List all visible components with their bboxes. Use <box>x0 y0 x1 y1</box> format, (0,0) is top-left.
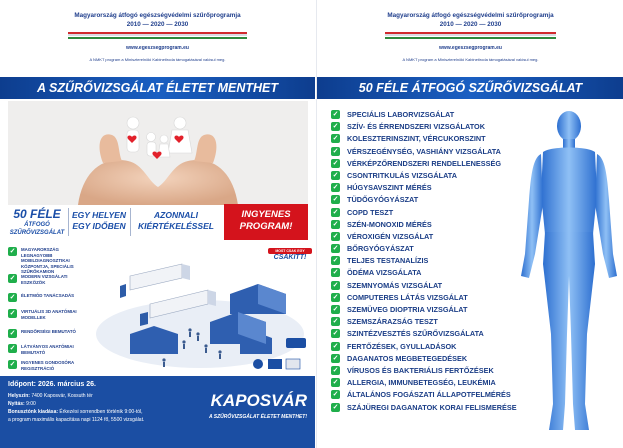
check-icon: ✓ <box>332 159 339 167</box>
check-icon: ✓ <box>332 208 339 216</box>
check-icon: ✓ <box>332 379 339 387</box>
program-website-link[interactable]: www.egeszsegprogram.eu <box>439 45 502 51</box>
check-icon: ✓ <box>332 354 339 362</box>
exam-list-item <box>331 353 531 365</box>
exam-name: VÉROXIGÉN VIZSGÁLAT <box>347 231 434 241</box>
check-icon: ✓ <box>332 171 339 179</box>
program-website-link[interactable]: www.egeszsegprogram.eu <box>126 45 189 51</box>
exam-name: BŐRGYÓGYÁSZAT <box>347 244 414 254</box>
check-icon: ✓ <box>9 248 16 255</box>
divider <box>130 208 131 236</box>
hero-image-hands-family <box>8 101 308 205</box>
check-icon: ✓ <box>9 294 16 301</box>
exam-list-item <box>331 304 531 316</box>
check-icon: ✓ <box>332 391 339 399</box>
check-icon: ✓ <box>332 306 339 313</box>
check-icon: ✓ <box>332 111 339 118</box>
place-value: 7400 Kaposvár, Kossuth tér <box>31 393 93 399</box>
place-label: Helyszín: <box>8 393 30 399</box>
feature-text: VIRTUÁLIS 3D ANATÓMIAI MODELLEK <box>21 309 77 320</box>
exam-name: SZÍV- ÉS ÉRRENDSZERI VIZSGÁLATOK <box>347 122 485 132</box>
program-years: 2010 — 2020 — 2030 <box>126 21 189 28</box>
check-icon: ✓ <box>332 318 339 326</box>
info-box-50-exams <box>8 204 66 240</box>
slogan-banner: A SZŰRŐVIZSGÁLAT ÉLETET MENTHET <box>0 77 315 99</box>
exam-name: DAGANATOS MEGBETEGEDÉSEK <box>347 353 468 363</box>
program-title: Magyarország átfogó egészségvédelmi szűrőprogramja <box>387 12 554 19</box>
screening-center-illustration <box>90 242 310 374</box>
exam-name: TÜDŐGYÓGYÁSZAT <box>347 195 419 205</box>
open-label: Nyitás: <box>8 401 25 407</box>
check-icon: ✓ <box>332 220 339 228</box>
exam-name: KOLESZTERINSZINT, VÉRCUKORSZINT <box>347 134 486 144</box>
check-icon: ✓ <box>332 403 339 411</box>
exam-list <box>331 109 531 414</box>
sponsor-note: A NMKT program a Miniszterelnöki Kabinetiroda támogatásával valósul meg. <box>89 57 226 62</box>
exam-list-item <box>331 121 531 133</box>
exam-list-item <box>331 365 531 377</box>
exam-list-item <box>331 280 531 292</box>
check-icon: ✓ <box>332 342 339 350</box>
exam-list-item <box>331 267 531 279</box>
exam-list-item <box>331 133 531 145</box>
free-program-line1: INGYENES <box>241 209 291 220</box>
feature-text: LÁTVÁNYOS ANATÓMIAI BEMUTATÓ <box>21 344 74 355</box>
exam-list-item <box>331 231 531 243</box>
exams-banner: 50 FÉLE ÁTFOGÓ SZŰRŐVIZSGÁLAT <box>317 77 623 99</box>
reg-label: Bonusztónk kiadása: <box>8 409 59 415</box>
event-date <box>8 381 96 388</box>
truck-tent-illustration <box>90 242 310 374</box>
check-icon: ✓ <box>332 366 339 374</box>
exam-name: VÉRSZEGÉNYSÉG, VASHIÁNY VIZSGÁLATA <box>347 146 501 156</box>
exam-name: COPD TESZT <box>347 207 394 217</box>
exam-list-item <box>331 243 531 255</box>
check-icon: ✓ <box>332 232 339 240</box>
page-header <box>317 0 623 76</box>
check-icon: ✓ <box>332 123 339 131</box>
check-icon: ✓ <box>332 281 339 289</box>
check-icon: ✓ <box>332 135 339 143</box>
exam-list-item <box>331 170 531 182</box>
exam-list-item <box>331 158 531 170</box>
exam-name: SZÉN-MONOXID MÉRÉS <box>347 219 432 229</box>
caption-line2: CSAKITT! <box>273 254 307 261</box>
check-icon: ✓ <box>332 184 339 192</box>
exam-list-item <box>331 109 531 121</box>
info-box-instant-results <box>132 204 220 240</box>
check-icon: ✓ <box>332 330 339 338</box>
info-strip <box>8 204 308 240</box>
check-icon: ✓ <box>9 361 16 368</box>
event-opening <box>8 401 36 407</box>
exam-name: ÖDÉMA VIZSGÁLATA <box>347 268 422 278</box>
exam-name: SZEMNYOMÁS VIZSGÁLAT <box>347 280 443 290</box>
feature-text: ÉLETMÓD TANÁCSADÁS <box>21 293 75 298</box>
exam-list-item <box>331 341 531 353</box>
caption-line1: MOST CSAK EGY <box>268 248 312 254</box>
exam-name: FERTŐZÉSEK, GYULLADÁSOK <box>347 341 457 351</box>
sponsor-note: A NMKT program a Miniszterelnöki Kabinetiroda támogatásával valósul meg. <box>402 57 539 62</box>
exam-name: SZINTÉZVESZTÉS SZŰRŐVIZSGÁLATA <box>347 329 484 339</box>
exam-name: TELJES TESTANALÍZIS <box>347 256 429 266</box>
exam-list-item <box>331 146 531 158</box>
check-icon: ✓ <box>332 196 339 204</box>
event-capacity: a program maximális kapacitása napi 1124 fő, 5500 vizsgálat. <box>8 417 145 423</box>
exam-list-item <box>331 219 531 231</box>
hungarian-flag-stripes <box>385 32 556 39</box>
hands-family-illustration <box>8 101 308 205</box>
exam-list-item <box>331 328 531 340</box>
exam-name: COMPUTERES LÁTÁS VIZSGÁLAT <box>347 292 468 302</box>
info-box-50-exams-line2: ÁTFOGÓ SZŰRŐVIZSGÁLAT <box>9 222 65 236</box>
exam-name: HÚGYSAVSZINT MÉRÉS <box>347 183 432 193</box>
right-page <box>316 0 623 448</box>
event-info-panel <box>0 376 315 448</box>
exam-list-item <box>331 194 531 206</box>
exam-name: SZEMSZÁRAZSÁG TESZT <box>347 317 438 327</box>
exam-name: VÉRKÉPZŐRENDSZERI RENDELLENESSÉG <box>347 158 502 168</box>
exam-name: SPECIÁLIS LABORVIZSGÁLAT <box>347 110 455 119</box>
exam-name: SZEMÜVEG DIOPTRIA VIZSGÁLAT <box>347 305 468 314</box>
exam-list-item <box>331 377 531 389</box>
info-box-one-place-line1: EGY HELYEN <box>71 210 126 220</box>
check-icon: ✓ <box>9 275 16 282</box>
check-icon: ✓ <box>332 147 339 155</box>
info-box-instant-results-line2: KIÉRTÉKELÉSSEL <box>138 221 214 231</box>
exam-list-item <box>331 316 531 328</box>
feature-text: MODERN VIZSGÁLATI ESZKÖZÖK <box>21 274 68 285</box>
feature-text: MAGYARORSZÁG LEGNAGYOBB MOBILDIAGNOSZTIKAI KÖZPONTJA, SPECIÁLIS SZŰRŐKAMION <box>21 247 74 274</box>
exam-list-item <box>331 182 531 194</box>
info-box-50-exams-line1: 50 FÉLE <box>13 207 61 221</box>
exam-name: VÍRUSOS ÉS BAKTERIÁLIS FERTŐZÉSEK <box>347 365 494 375</box>
program-years: 2010 — 2020 — 2030 <box>439 21 502 28</box>
exam-list-item <box>331 389 531 401</box>
exam-list-item <box>331 255 531 267</box>
check-icon: ✓ <box>9 345 16 352</box>
page-header <box>0 0 315 76</box>
open-value: 9:00 <box>26 401 36 407</box>
event-registration <box>8 409 143 415</box>
info-box-instant-results-line1: AZONNALI <box>154 210 198 220</box>
exam-name: CSONTRITKULÁS VIZSGÁLATA <box>347 170 457 180</box>
info-box-one-place-line2: EGY IDŐBEN <box>72 221 126 231</box>
check-icon: ✓ <box>332 269 339 277</box>
check-icon: ✓ <box>332 245 339 253</box>
check-icon: ✓ <box>332 293 339 301</box>
exam-name: ALLERGIA, IMMUNBETEGSÉG, LEUKÉMIA <box>347 378 496 388</box>
date-value: 2026. március 26. <box>37 381 96 388</box>
exam-list-item <box>331 207 531 219</box>
free-program-badge <box>224 204 308 240</box>
exam-list-item <box>331 402 531 414</box>
program-title: Magyarország átfogó egészségvédelmi szűrőprogramja <box>74 12 241 19</box>
feature-text: RENDŐRSÉGI BEMUTATÓ <box>21 329 76 334</box>
exam-list-item <box>331 292 531 304</box>
check-icon: ✓ <box>9 310 16 317</box>
event-place <box>8 393 93 399</box>
date-label: Időpont: <box>8 381 36 388</box>
feature-text: INGYENES GONDOSÓRA REGISZTRÁCIÓ <box>21 360 75 371</box>
exam-name: SZÁJÜREGI DAGANATOK KORAI FELISMERÉSE <box>347 402 517 412</box>
anatomy-figure <box>515 104 623 442</box>
event-slogan: A SZŰRŐVIZSGÁLAT ÉLETET MENTHET! <box>208 414 307 420</box>
human-body-icon <box>515 104 623 442</box>
map-caption <box>268 248 312 261</box>
event-city: KAPOSVÁR <box>210 391 307 410</box>
check-icon: ✓ <box>9 330 16 337</box>
check-icon: ✓ <box>332 257 339 265</box>
hungarian-flag-stripes <box>68 32 247 39</box>
exam-name: ÁLTALÁNOS FOGÁSZATI ÁLLAPOTFELMÉRÉS <box>347 390 511 400</box>
free-program-line2: PROGRAM! <box>239 221 293 232</box>
info-box-one-place <box>70 204 128 240</box>
reg-value: Érkezési sorrendben történik 9:00-tól, <box>59 409 143 415</box>
divider <box>68 208 69 236</box>
